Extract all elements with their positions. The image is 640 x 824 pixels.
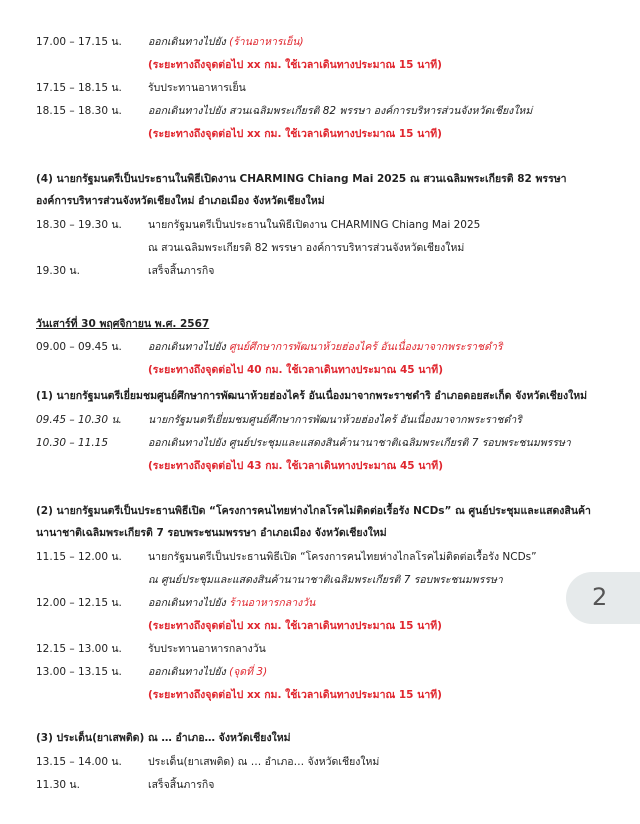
schedule-row [36, 412, 596, 428]
time-label: 12.00 – 12.15 น. [36, 597, 122, 609]
activity-text [148, 664, 596, 680]
schedule-row [36, 339, 596, 355]
schedule-row [36, 641, 596, 657]
schedule-row [36, 754, 596, 770]
activity-line: ณ ศูนย์ประชุมและแสดงสินค้านานาชาติเฉลิมพระเกียรติ 7 รอบพระชนมพรรษา [148, 574, 503, 586]
activity-text: เสร็จสิ้นภารกิจ [148, 779, 215, 791]
activity-text [148, 595, 596, 611]
travel-note: (ระยะทางถึงจุดต่อไป xx กม. ใช้เวลาเดินทางประมาณ 15 นาที) [148, 689, 442, 701]
page-number-tab [566, 572, 640, 624]
time-label: 10.30 – 11.15 [36, 437, 109, 449]
travel-note: (ระยะทางถึงจุดต่อไป 43 กม. ใช้เวลาเดินทางประมาณ 45 นาที) [148, 460, 444, 472]
time-label: 19.30 น. [36, 265, 80, 277]
activity-text: ออกเดินทางไปยัง สวนเฉลิมพระเกียรติ 82 พรรษา องค์การบริหารส่วนจังหวัดเชียงใหม่ [148, 105, 533, 117]
travel-note: (ระยะทางถึงจุดต่อไป xx กม. ใช้เวลาเดินทางประมาณ 15 นาที) [148, 128, 442, 140]
schedule-row [36, 435, 596, 451]
activity-text: รับประทานอาหารกลางวัน [148, 643, 266, 655]
schedule-row [36, 595, 596, 611]
time-label: 17.15 – 18.15 น. [36, 82, 122, 94]
time-label: 09.45 – 10.30 น. [36, 414, 122, 426]
time-label: 18.15 – 18.30 น. [36, 105, 122, 117]
section-heading: (1) นายกรัฐมนตรีเยี่ยมชมศูนย์ศึกษาการพัฒนาห้วยฮ่องไคร้ อันเนื่องมาจากพระราชดำริ อำเภอดอยสะเก็ด จังหวัดเชียงใหม่ [36, 390, 588, 402]
activity-text: ออกเดินทางไปยัง ศูนย์ประชุมและแสดงสินค้านานาชาติเฉลิมพระเกียรติ 7 รอบพระชนมพรรษา [148, 437, 571, 449]
activity-text: นายกรัฐมนตรีเยี่ยมชมศูนย์ศึกษาการพัฒนาห้วยฮ่องไคร้ อันเนื่องมาจากพระราชดำริ [148, 414, 522, 426]
page-number: 2 [592, 583, 608, 611]
destination-text: ศูนย์ศึกษาการพัฒนาห้วยฮ่องไคร้ อันเนื่องมาจากพระราชดำริ [229, 341, 503, 353]
section-heading: (4) นายกรัฐมนตรีเป็นประธานในพิธีเปิดงาน CHARMING Chiang Mai 2025 ณ สวนเฉลิมพระเกียรติ 82 พรรษา องค์การบริหารส่วนจังหวัดเชียงใหม่ อำเภอเมือง จังหวัดเชียงใหม่ [36, 173, 567, 207]
activity-text [148, 549, 596, 588]
time-label: 18.30 – 19.30 น. [36, 219, 122, 231]
time-label: 12.15 – 13.00 น. [36, 643, 122, 655]
activity-prefix: ออกเดินทางไปยัง [148, 36, 230, 48]
schedule-row [36, 263, 596, 279]
activity-line: นายกรัฐมนตรีเป็นประธานพิธีเปิด “โครงการคนไทยห่างไกลโรคไม่ติดต่อเรื้อรัง NCDs” [148, 551, 537, 563]
time-label: 17.00 – 17.15 น. [36, 36, 122, 48]
date-heading: วันเสาร์ที่ 30 พฤศจิกายน พ.ศ. 2567 [36, 318, 210, 330]
activity-text [148, 217, 596, 256]
schedule-row [36, 217, 596, 256]
time-label: 13.00 – 13.15 น. [36, 666, 122, 678]
schedule-row [36, 103, 596, 119]
activity-text: ประเด็น(ยาเสพติด) ณ … อำเภอ… จังหวัดเชียงใหม่ [148, 756, 380, 768]
time-label: 13.15 – 14.00 น. [36, 756, 122, 768]
section-heading: (2) นายกรัฐมนตรีเป็นประธานพิธีเปิด “โครงการคนไทยห่างไกลโรคไม่ติดต่อเรื้อรัง NCDs” ณ ศูนย์ประชุมและแสดงสินค้านานาชาติเฉลิมพระเกียรติ 7 รอบพระชนมพรรษา อำเภอเมือง จังหวัดเชียงใหม่ [36, 505, 591, 539]
activity-text: รับประทานอาหารเย็น [148, 82, 246, 94]
travel-note: (ระยะทางถึงจุดต่อไป xx กม. ใช้เวลาเดินทางประมาณ 15 นาที) [148, 59, 442, 71]
schedule-row [36, 34, 596, 50]
activity-prefix: ออกเดินทางไปยัง [148, 666, 230, 678]
schedule-row [36, 80, 596, 96]
destination-text: (ร้านอาหารเย็น) [229, 36, 304, 48]
travel-note: (ระยะทางถึงจุดต่อไป 40 กม. ใช้เวลาเดินทางประมาณ 45 นาที) [148, 364, 444, 376]
activity-text: เสร็จสิ้นภารกิจ [148, 265, 215, 277]
time-label: 11.30 น. [36, 779, 80, 791]
activity-text [148, 339, 596, 355]
activity-line: ณ สวนเฉลิมพระเกียรติ 82 พรรษา องค์การบริหารส่วนจังหวัดเชียงใหม่ [148, 242, 465, 254]
schedule-document [36, 34, 596, 800]
time-label: 09.00 – 09.45 น. [36, 341, 122, 353]
activity-prefix: ออกเดินทางไปยัง [148, 597, 230, 609]
travel-note: (ระยะทางถึงจุดต่อไป xx กม. ใช้เวลาเดินทางประมาณ 15 นาที) [148, 620, 442, 632]
section-heading: (3) ประเด็น(ยาเสพติด) ณ … อำเภอ… จังหวัดเชียงใหม่ [36, 732, 291, 744]
schedule-row [36, 777, 596, 793]
schedule-row [36, 549, 596, 588]
destination-text: (จุดที่ 3) [229, 666, 268, 678]
time-label: 11.15 – 12.00 น. [36, 551, 122, 563]
activity-prefix: ออกเดินทางไปยัง [148, 341, 230, 353]
activity-text [148, 34, 596, 50]
activity-line: นายกรัฐมนตรีเป็นประธานในพิธีเปิดงาน CHARMING Chiang Mai 2025 [148, 219, 481, 231]
schedule-row [36, 664, 596, 680]
destination-text: ร้านอาหารกลางวัน [229, 597, 316, 609]
